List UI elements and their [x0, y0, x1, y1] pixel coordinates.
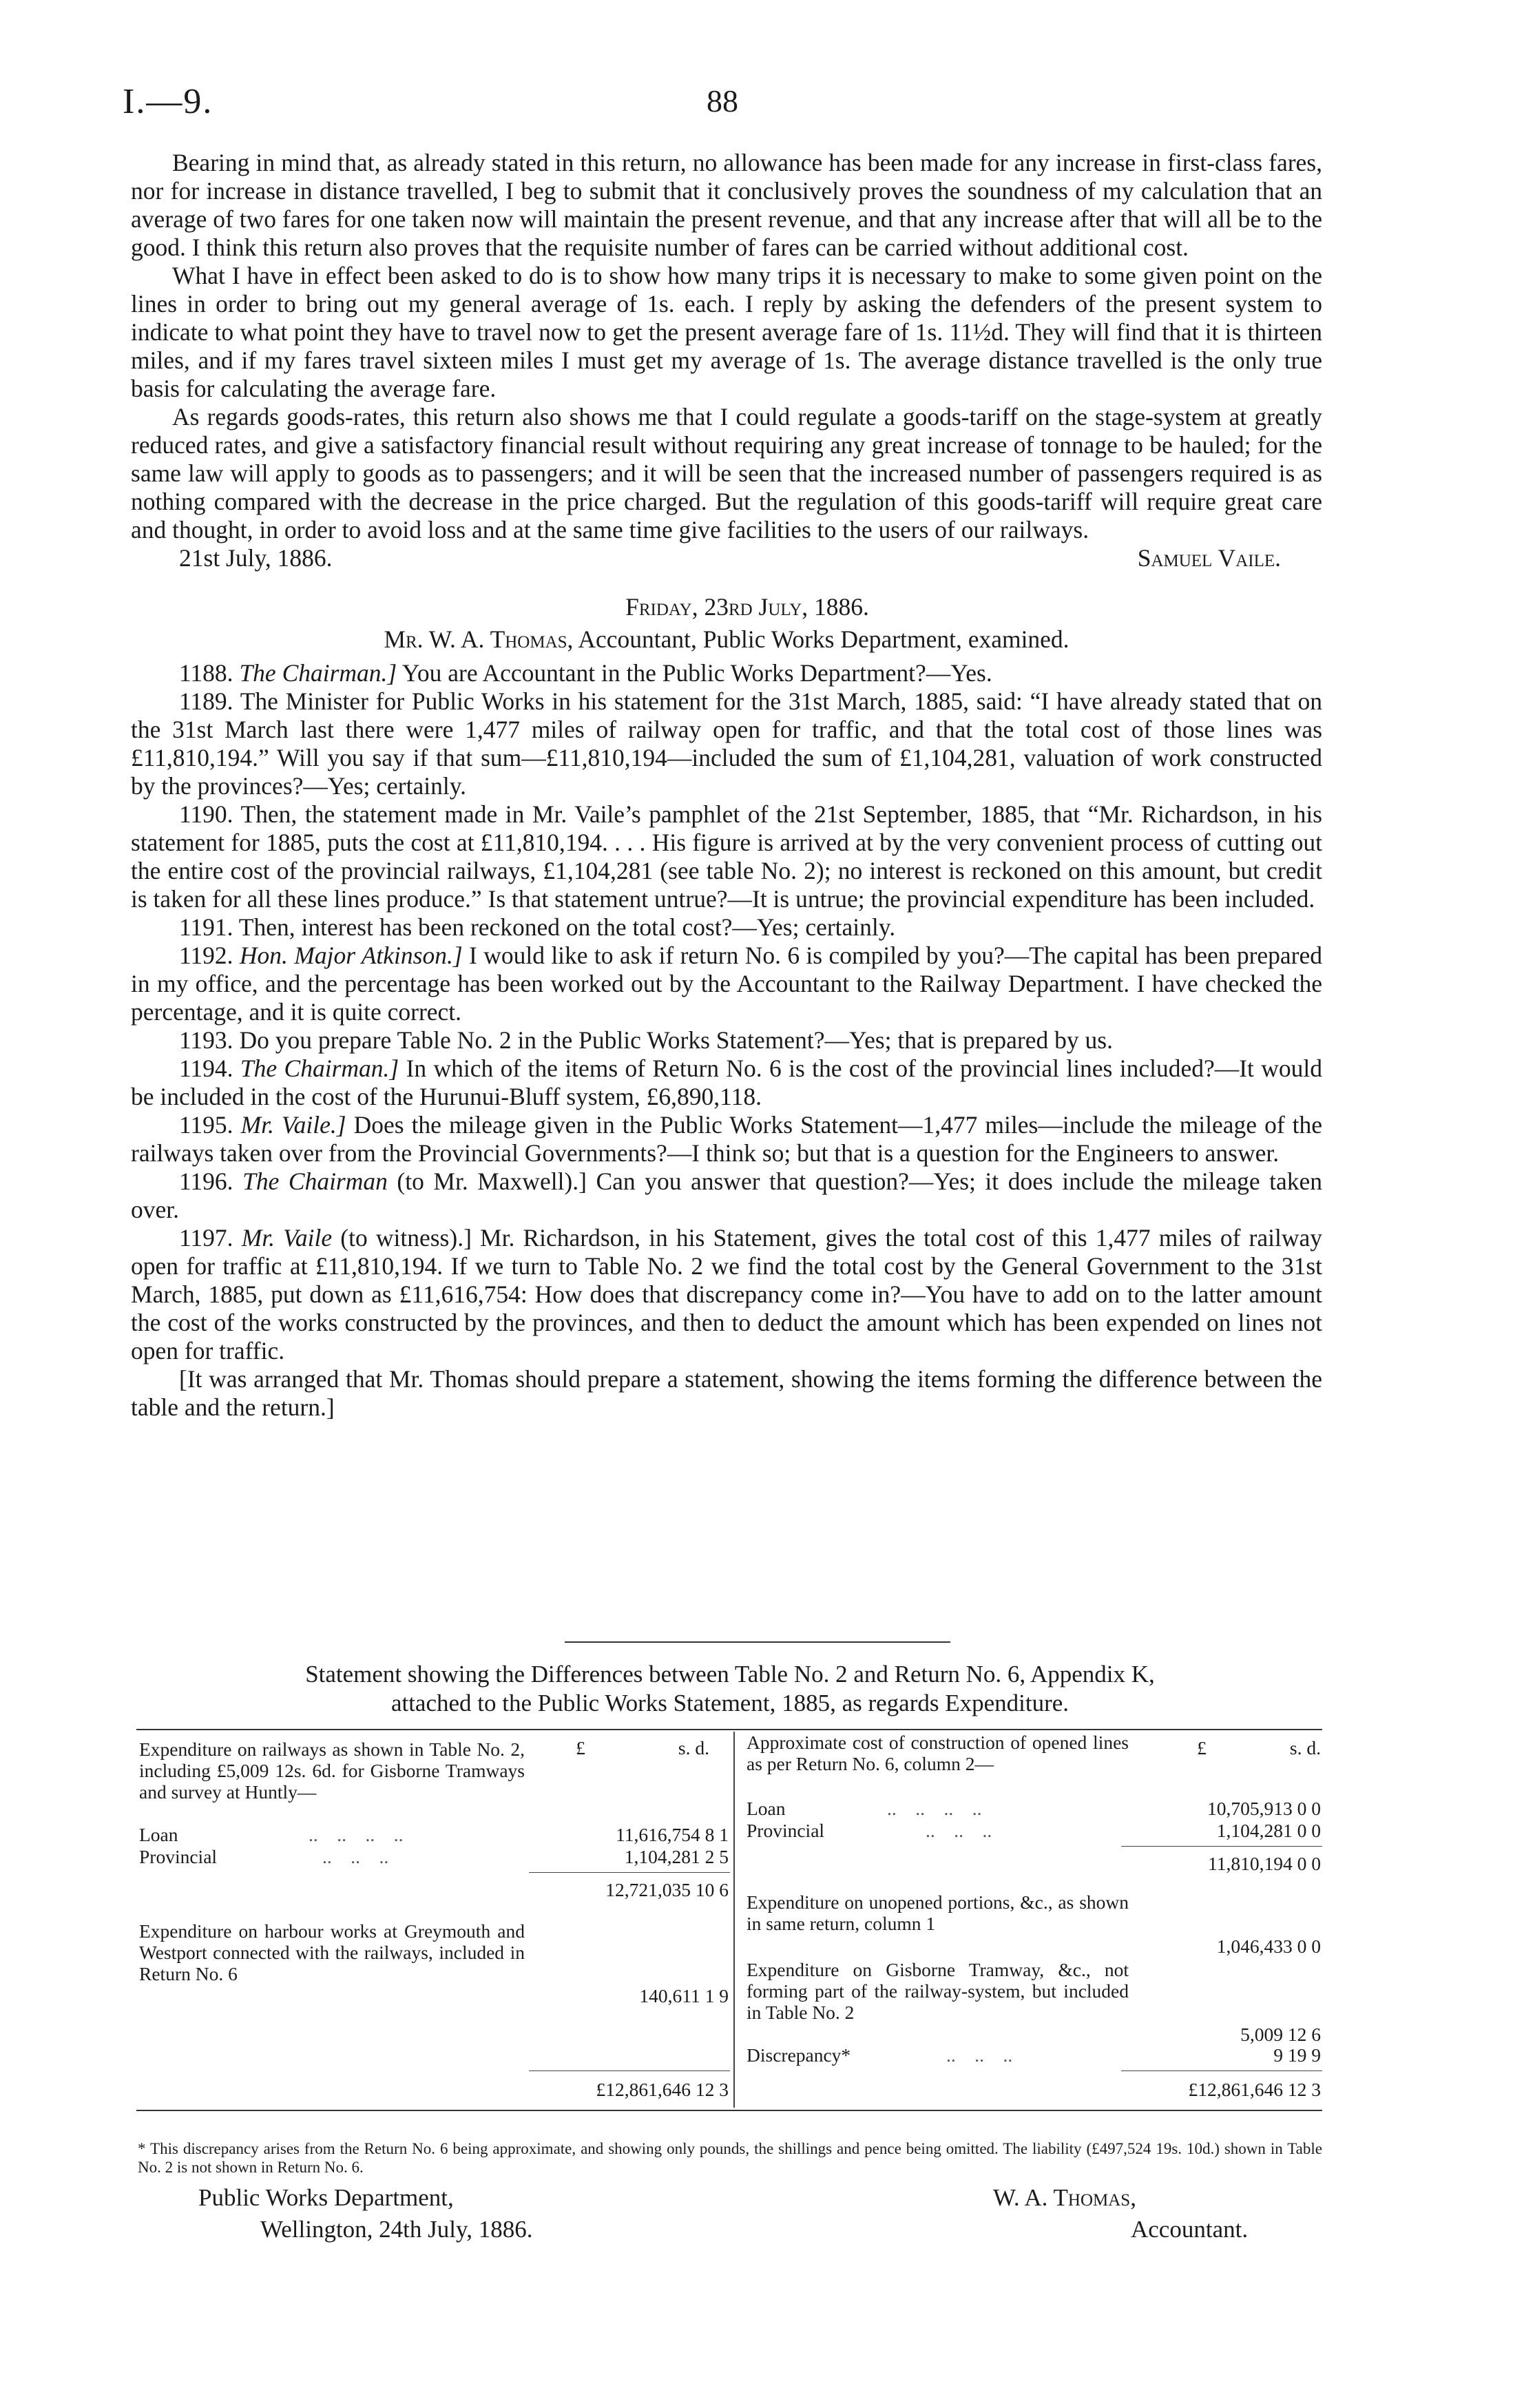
body-text — [131, 149, 1322, 1422]
left-harbour-label: Expenditure on harbour works at Greymouth and Westport connected with the railways, included in Return No. 6 — [139, 1920, 525, 1984]
left-total: £12,861,646 12 3 — [596, 2079, 729, 2100]
statement-title — [138, 1660, 1322, 1718]
signoff-dept: Public Works Department, — [198, 2184, 454, 2211]
right-loan-label: Loan — [747, 1798, 786, 1819]
question-number: 1190. — [179, 800, 233, 828]
right-unopened-label: Expenditure on unopened portions, &c., as shown in same return, column 1 — [747, 1891, 1129, 1934]
statement-title-line-2: attached to the Public Works Statement, 1885, as regards Expenditure. — [390, 1690, 1069, 1716]
witness-name: Mr. W. A. Thomas, — [384, 625, 574, 653]
statement-title-line-1: Statement showing the Differences between Table No. 2 and Return No. 6, Appendix K, — [305, 1661, 1155, 1688]
paragraph: What I have in effect been asked to do is to show how many trips it is necessary to make to some given point on the lines in order to bring out my general average of 1s. each. I reply by asking the defenders of the present system to indicate to what point they have to travel now to get the present average fare of 1s. 11½d. They will find that it is thirteen miles, and if my fares travel sixteen miles I must get my average of 1s. The average distance travelled is the only true basis for calculating the average fare. — [131, 262, 1322, 402]
question-number: 1194. — [179, 1055, 233, 1082]
question-1194 — [131, 1055, 1322, 1111]
right-discrepancy-label: Discrepancy* — [747, 2044, 851, 2066]
right-provincial-amount: 1,104,281 0 0 — [1216, 1820, 1321, 1841]
question-number: 1191. — [179, 913, 233, 941]
left-loan-amount: 11,616,754 8 1 — [616, 1824, 729, 1845]
question-number: 1193. — [179, 1026, 233, 1054]
question-text: You are Accountant in the Public Works Department?—Yes. — [397, 659, 992, 687]
question-text: I would like to ask if return No. 6 is compiled by you?—The capital has been prepared in my office, and the percentage has been worked out by the Accountant to the Railway Department. I have checked the percentage, and it is quite correct. — [131, 942, 1323, 1026]
question-1193 — [131, 1026, 1322, 1055]
question-1192 — [131, 942, 1322, 1026]
question-text: Does the mileage given in the Public Works Statement—1,477 miles—include the mileage of the railways taken over from the Provincial Governments?—I think so; but that is a question for the Engineers to answer. — [131, 1111, 1323, 1167]
left-provincial-amount: 1,104,281 2 5 — [624, 1846, 729, 1867]
question-text: Do you prepare Table No. 2 in the Public Works Statement?—Yes; that is prepared by us. — [239, 1026, 1113, 1054]
right-pound-header: £ — [1197, 1737, 1207, 1758]
question-text: The Minister for Public Works in his statement for the 31st March, 1885, said: “I have already stated that on the 31st March last there were 1,477 miles of railway open for traffic, and that the total cost of those lines was £11,810,194.” Will you say if that sum—£11,810,194—included the sum of £1,104,281, valuation of work constructed by the provinces?—Yes; certainly. — [131, 687, 1322, 800]
sum-rule — [529, 2070, 730, 2071]
question-text: Then, interest has been reckoned on the total cost?—Yes; certainly. — [238, 913, 896, 941]
speaker: The Chairman.] — [239, 659, 397, 687]
question-1190 — [131, 800, 1322, 913]
speaker: Mr. Vaile — [241, 1224, 333, 1252]
leader-dots: .. .. .. — [926, 1820, 992, 1841]
question-text: In which of the items of Return No. 6 is the cost of the provincial lines included?—It would be included in the cost of the Hurunui-Bluff system, £6,890,118. — [131, 1055, 1323, 1110]
question-1197 — [131, 1224, 1322, 1365]
sum-rule — [1121, 2070, 1322, 2071]
leader-dots: .. .. .. — [322, 1846, 389, 1867]
question-number: 1196. — [179, 1167, 233, 1195]
paragraph: As regards goods-rates, this return also shows me that I could regulate a goods-tariff on the stage-system at greatly reduced rates, and give a satisfactory financial result without requiring any great increase of tonnage to be hauled; for the same law will apply to goods as to passengers; and it will be seen that the increased number of passengers required is as nothing compared with the decrease in the price charged. But the regulation of this goods-tariff will require great care and thought, in order to avoid loss and at the same time give facilities to the users of our railways. — [131, 403, 1322, 543]
question-text: (to Mr. Maxwell).] Can you answer that question?—Yes; it does include the mileage taken over. — [131, 1167, 1322, 1223]
left-sd-header: s. d. — [678, 1737, 709, 1758]
right-total: £12,861,646 12 3 — [1188, 2079, 1321, 2100]
signoff-signatory — [993, 2182, 1248, 2245]
letter-signatory: Samuel Vaile. — [1137, 544, 1281, 572]
question-number: 1195. — [179, 1111, 233, 1139]
question-number: 1188. — [179, 659, 233, 687]
letter-date: 21st July, 1886. — [179, 544, 333, 572]
sum-rule — [529, 1872, 730, 1873]
section-divider — [565, 1641, 950, 1643]
sum-rule — [1121, 1846, 1322, 1847]
left-loan-label: Loan — [139, 1824, 178, 1845]
question-1191 — [131, 913, 1322, 942]
signoff-department — [198, 2182, 532, 2245]
right-provincial-label: Provincial — [747, 1820, 825, 1841]
expenditure-table — [136, 1729, 1322, 2111]
signoff-name: W. A. Thomas, — [993, 2184, 1136, 2211]
table-center-divider — [733, 1732, 735, 2108]
letter-signature — [131, 544, 1322, 572]
right-loan-amount: 10,705,913 0 0 — [1207, 1798, 1321, 1819]
right-discrepancy-amount: 9 19 9 — [1273, 2044, 1321, 2066]
speaker: Mr. Vaile.] — [240, 1111, 346, 1139]
table-bottom-rule — [136, 2110, 1322, 2111]
right-heading: Approximate cost of construction of opened lines as per Return No. 6, column 2— — [747, 1732, 1129, 1774]
witness-line — [131, 625, 1322, 654]
question-1196 — [131, 1167, 1322, 1224]
right-gisborne-label: Expenditure on Gisborne Tramway, &c., not forming part of the railway-system, but included in Table No. 2 — [747, 1959, 1129, 2023]
left-harbour-amount: 140,611 1 9 — [639, 1985, 729, 2006]
speaker: Hon. Major Atkinson.] — [239, 942, 463, 969]
left-subtotal: 12,721,035 10 6 — [605, 1879, 729, 1900]
right-subtotal: 11,810,194 0 0 — [1208, 1853, 1321, 1874]
question-text: (to witness).] Mr. Richardson, in his Statement, gives the total cost of this 1,477 miles of railway open for traffic at £11,810,194. If we turn to Table No. 2 we find the total cost by the General Government to the 31st March, 1885, put down as £11,616,754: How does that discrepancy come in?—You have to add on to the latter amount the cost of the works constructed by the provinces, and then to deduct the amount which has been expended on lines not open for traffic. — [131, 1224, 1322, 1364]
leader-dots: .. .. .. — [946, 2044, 1013, 2066]
leader-dots: .. .. .. .. — [309, 1824, 404, 1845]
table-top-rule — [136, 1729, 1322, 1730]
question-text: Then, the statement made in Mr. Vaile’s pamphlet of the 21st September, 1885, that “Mr. Richardson, in his statement for 1885, puts the cost at £11,810,194. . . . His figure is arrived at by the very convenient process of cutting out the entire cost of the provincial railways, £1,104,281 (see table No. 2); no interest is reckoned on this amount, but credit is taken for all these lines produce.” Is that statement untrue?—It is untrue; the provincial expenditure has been included. — [131, 800, 1322, 913]
page-ref: I.—9. — [123, 82, 213, 121]
question-number: 1192. — [179, 942, 233, 969]
signoff-title: Accountant. — [1131, 2216, 1249, 2243]
arrangement-note: [It was arranged that Mr. Thomas should prepare a statement, showing the items forming the difference between the table and the return.] — [131, 1365, 1322, 1421]
left-heading: Expenditure on railways as shown in Table No. 2, including £5,009 12s. 6d. for Gisborne Tramways and survey at Huntly— — [139, 1738, 525, 1803]
page-number: 88 — [707, 83, 738, 118]
speaker: The Chairman — [242, 1167, 388, 1195]
right-gisborne-amount: 5,009 12 6 — [1240, 2024, 1321, 2045]
question-1195 — [131, 1111, 1322, 1167]
question-1188 — [131, 659, 1322, 687]
left-pound-header: £ — [576, 1737, 585, 1758]
footnote: * This discrepancy arises from the Return No. 6 being approximate, and showing only pounds, the shillings and pence being omitted. The liability (£497,524 19s. 10d.) shown in Table No. 2 is not shown in Return No. 6. — [138, 2140, 1322, 2176]
day-heading: Friday, 23rd July, 1886. — [625, 593, 869, 621]
right-unopened-amount: 1,046,433 0 0 — [1216, 1935, 1321, 1957]
left-provincial-label: Provincial — [139, 1846, 218, 1867]
question-number: 1197. — [179, 1224, 233, 1252]
leader-dots: .. .. .. .. — [887, 1798, 982, 1819]
right-sd-header: s. d. — [1289, 1737, 1321, 1758]
speaker: The Chairman.] — [240, 1055, 399, 1082]
witness-role: Accountant, Public Works Department, examined. — [573, 625, 1069, 653]
signoff-place-date: Wellington, 24th July, 1886. — [260, 2216, 533, 2243]
question-number: 1189. — [179, 687, 233, 715]
paragraph: Bearing in mind that, as already stated in this return, no allowance has been made for any increase in first-class fares, nor for increase in distance travelled, I beg to submit that it conclusively proves the soundness of my calculation that an average of two fares for one taken now will maintain the present revenue, and that any increase after that will all be to the good. I think this return also proves that the requisite number of fares can be carried without additional cost. — [131, 149, 1322, 261]
question-1189 — [131, 687, 1322, 800]
